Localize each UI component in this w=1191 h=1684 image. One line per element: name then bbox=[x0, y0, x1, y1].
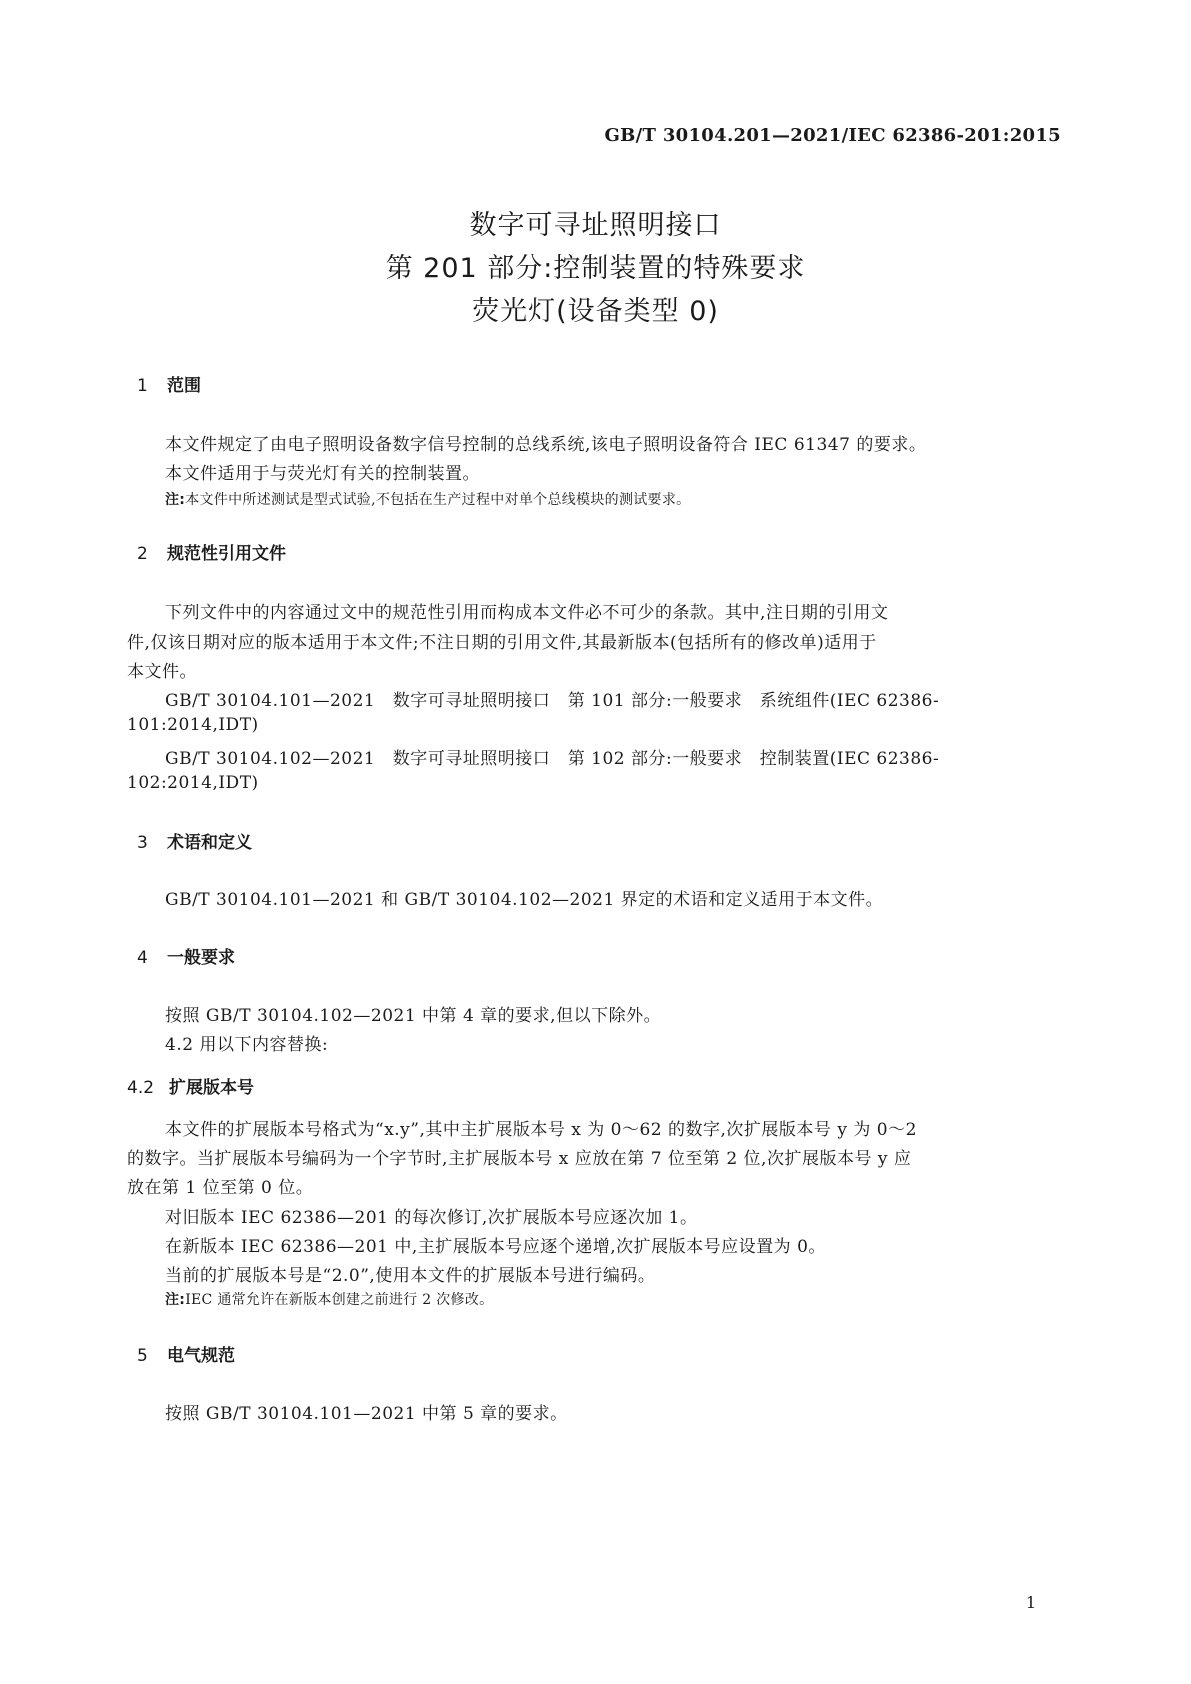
section-number: 4 bbox=[137, 948, 148, 968]
section-1-heading bbox=[137, 371, 201, 396]
section-4-2-paragraph-2: 对旧版本 IEC 62386—201 的每次修订,次扩展版本号应逐次加 1。 bbox=[165, 1208, 698, 1228]
section-4-2-paragraph-line-1: 本文件的扩展版本号格式为“x.y”,其中主扩展版本号 x 为 0～62 的数字,次扩展版本号 y 为 0～2 bbox=[165, 1120, 917, 1140]
section-2-heading bbox=[137, 539, 286, 564]
section-1-note bbox=[165, 489, 690, 509]
section-number: 2 bbox=[137, 544, 148, 564]
section-1-paragraph-1: 本文件规定了由电子照明设备数字信号控制的总线系统,该电子照明设备符合 IEC 61347 的要求。 bbox=[165, 435, 927, 455]
section-number: 5 bbox=[137, 1346, 148, 1366]
page-number: 1 bbox=[1025, 1593, 1036, 1612]
note-text: IEC 通常允许在新版本创建之前进行 2 次修改。 bbox=[185, 1292, 494, 1308]
reference-2-line-2: 102:2014,IDT) bbox=[127, 773, 259, 793]
section-title: 术语和定义 bbox=[167, 833, 252, 853]
reference-1-line-1: GB/T 30104.101—2021 数字可寻址照明接口 第 101 部分:一般要求 系统组件(IEC 62386- bbox=[165, 691, 940, 711]
section-4-paragraph-1: 按照 GB/T 30104.102—2021 中第 4 章的要求,但以下除外。 bbox=[165, 1006, 662, 1026]
section-number: 4.2 bbox=[127, 1078, 155, 1098]
note-text: 本文件中所述测试是型式试验,不包括在生产过程中对单个总线模块的测试要求。 bbox=[185, 492, 691, 508]
section-title: 电气规范 bbox=[167, 1346, 235, 1366]
section-4-2-heading bbox=[127, 1073, 254, 1098]
section-4-paragraph-2: 4.2 用以下内容替换: bbox=[165, 1035, 329, 1055]
doc-title-line-2: 第 201 部分:控制装置的特殊要求 bbox=[385, 253, 806, 284]
section-5-heading bbox=[137, 1341, 235, 1366]
section-4-2-paragraph-3: 在新版本 IEC 62386—201 中,主扩展版本号应逐个递增,次扩展版本号应设置为 0。 bbox=[165, 1237, 826, 1257]
section-1-paragraph-2: 本文件适用于与荧光灯有关的控制装置。 bbox=[165, 464, 480, 484]
standard-code: GB/T 30104.201—2021/IEC 62386-201:2015 bbox=[604, 125, 1061, 146]
section-3-heading bbox=[137, 828, 252, 853]
section-2-paragraph-line-2: 件,仅该日期对应的版本适用于本文件;不注日期的引用文件,其最新版本(包括所有的修改单)适用于 bbox=[127, 633, 877, 653]
section-number: 3 bbox=[137, 833, 148, 853]
doc-title-line-3: 荧光灯(设备类型 0) bbox=[472, 296, 719, 327]
section-4-2-note bbox=[165, 1289, 493, 1309]
section-title: 扩展版本号 bbox=[169, 1078, 254, 1098]
reference-2-line-1: GB/T 30104.102—2021 数字可寻址照明接口 第 102 部分:一般要求 控制装置(IEC 62386- bbox=[165, 749, 940, 769]
section-4-heading bbox=[137, 943, 235, 968]
note-label: 注: bbox=[165, 1292, 186, 1308]
section-number: 1 bbox=[137, 376, 148, 396]
doc-title-line-1: 数字可寻址照明接口 bbox=[469, 210, 722, 241]
section-2-paragraph-line-1: 下列文件中的内容通过文中的规范性引用而构成本文件必不可少的条款。其中,注日期的引用文 bbox=[165, 603, 889, 623]
note-label: 注: bbox=[165, 492, 186, 508]
section-title: 一般要求 bbox=[167, 948, 235, 968]
section-4-2-paragraph-line-3: 放在第 1 位至第 0 位。 bbox=[127, 1178, 314, 1198]
section-4-2-paragraph-4: 当前的扩展版本号是“2.0”,使用本文件的扩展版本号进行编码。 bbox=[165, 1266, 656, 1286]
section-2-paragraph-line-3: 本文件。 bbox=[127, 662, 197, 682]
section-3-paragraph: GB/T 30104.101—2021 和 GB/T 30104.102—2021 界定的术语和定义适用于本文件。 bbox=[165, 890, 884, 910]
section-title: 规范性引用文件 bbox=[167, 544, 286, 564]
section-5-paragraph: 按照 GB/T 30104.101—2021 中第 5 章的要求。 bbox=[165, 1404, 568, 1424]
reference-1-line-2: 101:2014,IDT) bbox=[127, 715, 259, 735]
section-title: 范围 bbox=[167, 376, 201, 396]
section-4-2-paragraph-line-2: 的数字。当扩展版本号编码为一个字节时,主扩展版本号 x 应放在第 7 位至第 2 位,次扩展版本号 y 应 bbox=[127, 1149, 912, 1169]
